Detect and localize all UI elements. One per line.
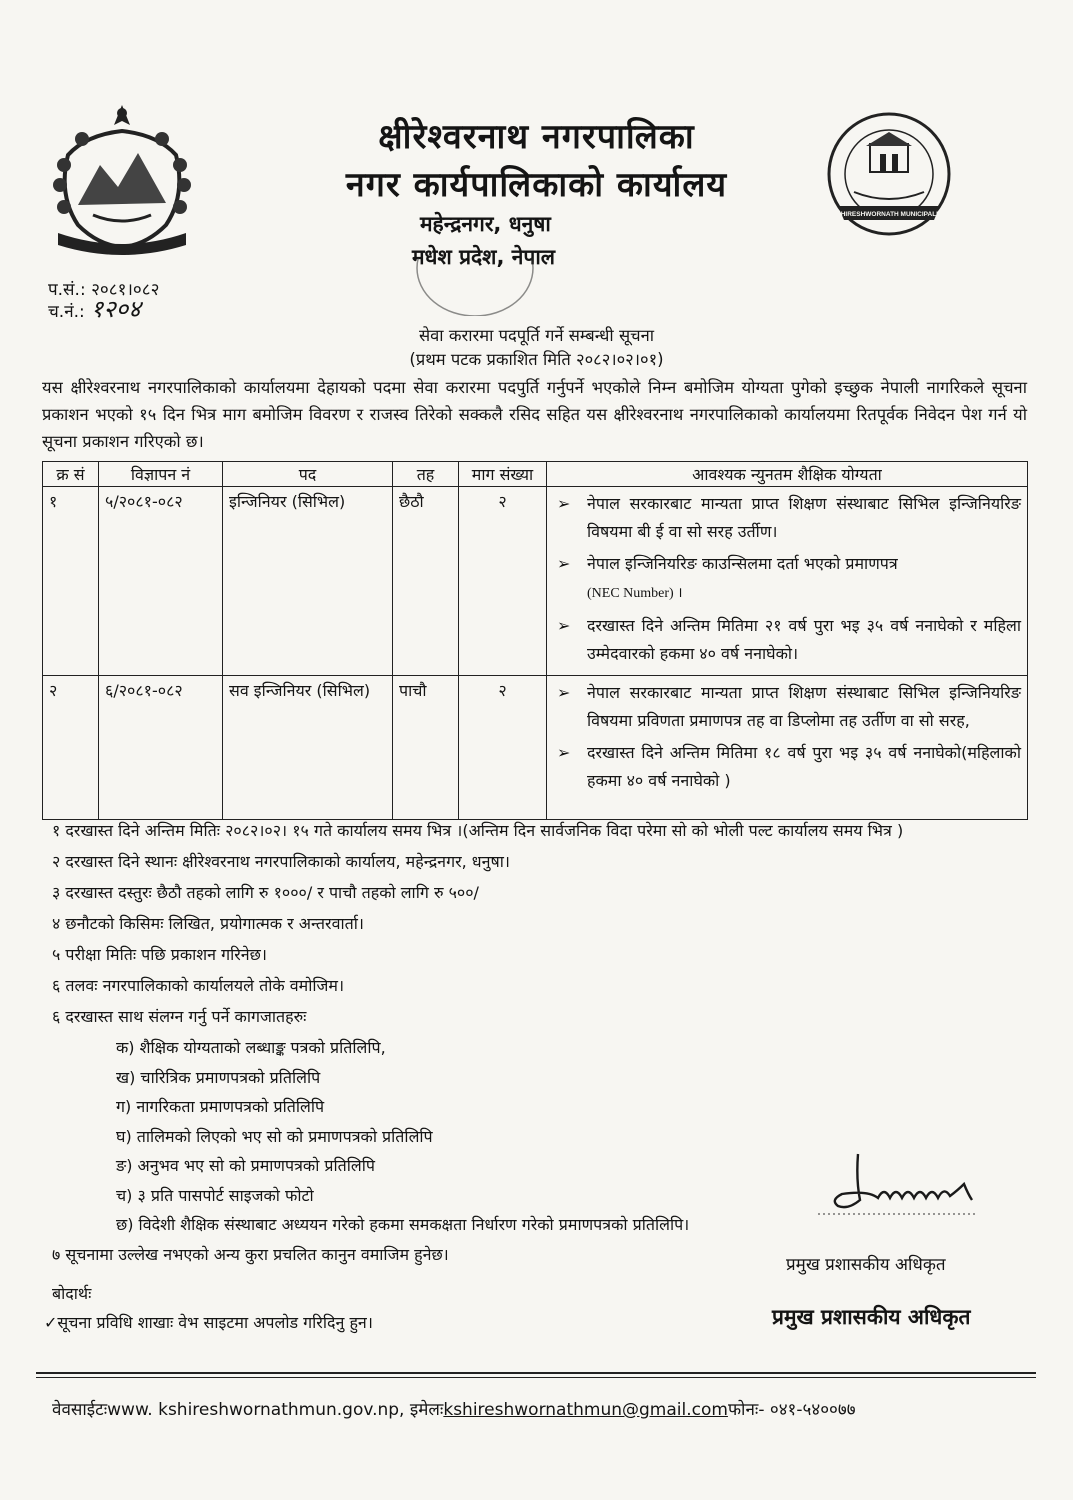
note-item: ३ दरखास्त दस्तुरः छैठौ तहको लागि रु १०००/ र पाचौ तहको लागि रु ५००/ bbox=[52, 883, 479, 902]
publication-date: (प्रथम पटक प्रकाशित मिति २०८२।०२।०१) bbox=[409, 350, 664, 369]
document-item: घ) तालिमको लिएको भए सो को प्रमाणपत्रको प्रतिलिपि bbox=[116, 1126, 433, 1146]
cell-post: इन्जिनियर (सिभिल) bbox=[223, 487, 393, 676]
arrow-bullet-icon: ➢ bbox=[557, 743, 571, 762]
qualification-item bbox=[553, 679, 1021, 735]
document-item: च) ३ प्रति पासपोर्ट साइजको फोटो bbox=[116, 1185, 314, 1205]
document-item: छ) विदेशी शैक्षिक संस्थाबाट अध्ययन गरेको हकमा समकक्षता निर्धारण गरेको प्रमाणपत्रको प्रतिलिपि। bbox=[116, 1215, 690, 1234]
col-header-demand: माग संख्या bbox=[459, 462, 547, 487]
cell-qualification bbox=[547, 487, 1028, 676]
note-item: २ दरखास्त दिने स्थानः क्षीरेश्वरनाथ नगरपालिकाको कार्यालय, महेन्द्रनगर, धनुषा। bbox=[52, 852, 510, 871]
notice-intro: यस क्षीरेश्वरनाथ नगरपालिकाको कार्यालयमा देहायको पदमा सेवा करारमा पदपुर्ति गर्नुपर्ने भएकोले निम्न बमोजिम योग्यता पुगेको इच्छुक नेपाली नागरिकले सूचना प्रकाशन भएको १५ दिन भित्र माग बमोजिम विवरण र राजस्व तिरेको सक्कलै रसिद सहित यस क्षीरेश्वरनाथ नगरपालिकाको कार्यालयमा रितपूर्वक निवेदन पेश गर्न यो सूचना प्रकाशन गरिएको छ। bbox=[42, 378, 1027, 451]
table-header-row bbox=[43, 462, 1028, 487]
qualification-text: दरखास्त दिने अन्तिम मितिमा १८ वर्ष पुरा भइ ३५ वर्ष ननाघेको(महिलाको हकमा ४० वर्ष ननाघेको ) bbox=[587, 743, 1021, 790]
cell-sn: १ bbox=[43, 487, 99, 676]
col-header-qualification: आवश्यक न्युनतम शैक्षिक योग्यता bbox=[547, 462, 1028, 487]
col-header-level: तह bbox=[393, 462, 459, 487]
arrow-bullet-icon: ➢ bbox=[557, 683, 571, 702]
note-item: ४ छनौटको किसिमः लिखित, प्रयोगात्मक र अन्तरवार्ता। bbox=[52, 914, 364, 933]
cc-text bbox=[44, 1311, 373, 1333]
municipality-logo-icon bbox=[810, 110, 968, 240]
qualification-text: नेपाल इन्जिनियरिङ काउन्सिलमा दर्ता भएको प्रमाणपत्र bbox=[587, 554, 898, 573]
qualification-item bbox=[553, 739, 1021, 795]
logo-ribbon-text: KSHIRESHWORNATH MUNICIPALITY bbox=[831, 211, 947, 218]
municipality-title: क्षीरेश्वरनाथ नगरपालिका bbox=[378, 117, 695, 157]
cc-label: बोदार्थः bbox=[52, 1284, 92, 1303]
office-stamp-icon bbox=[410, 258, 540, 316]
footer-contact bbox=[52, 1397, 856, 1420]
note-item: ७ सूचनामा उल्लेख नभएको अन्य कुरा प्रचलित कानुन वमाजिम हुनेछ। bbox=[52, 1244, 449, 1264]
notice-subject: सेवा करारमा पदपूर्ति गर्ने सम्बन्धी सूचना bbox=[418, 326, 655, 345]
qualification-text: नेपाल सरकारबाट मान्यता प्राप्त शिक्षण संस्थाबाट सिभिल इन्जिनियरिङ विषयमा प्रविणता प्रमाणपत्र तह वा डिप्लोमा तह उर्तीण वा सो सरह, bbox=[587, 683, 1021, 730]
signatory-stamp: प्रमुख प्रशासकीय अधिकृत bbox=[772, 1305, 971, 1329]
cell-post: सव इन्जिनियर (सिभिल) bbox=[223, 676, 393, 820]
address-line-1: महेन्द्रनगर, धनुषा bbox=[420, 212, 551, 236]
col-header-sn: क्र सं bbox=[43, 462, 99, 487]
footer-phone: फोनः- ०४१-५४००७७ bbox=[727, 1400, 856, 1420]
document-item: ख) चारित्रिक प्रमाणपत्रको प्रतिलिपि bbox=[116, 1067, 321, 1087]
arrow-bullet-icon: ➢ bbox=[557, 616, 571, 635]
cell-ad-no: ६/२०८१-०८२ bbox=[99, 676, 223, 820]
footer-website[interactable]: वेवसाईटःwww. kshireshwornathmun.gov.np, bbox=[52, 1400, 405, 1420]
footer-email[interactable]: kshireshwornathmun@gmail.com bbox=[443, 1400, 728, 1420]
footer-email-label: इमेलः bbox=[409, 1400, 444, 1420]
document-item: ङ) अनुभव भए सो को प्रमाणपत्रको प्रतिलिपि bbox=[116, 1156, 376, 1175]
qualification-item bbox=[553, 550, 1021, 608]
cell-sn: २ bbox=[43, 676, 99, 820]
reference-chn bbox=[48, 292, 141, 325]
nec-number-text: (NEC Number) । bbox=[587, 586, 683, 601]
col-header-post: पद bbox=[223, 462, 393, 487]
col-header-ad-no: विज्ञापन नं bbox=[99, 462, 223, 487]
table-row bbox=[43, 487, 1028, 676]
footer-divider bbox=[36, 1372, 1036, 1374]
note-item: ६ दरखास्त साथ संलग्न गर्नु पर्ने कागजातहरुः bbox=[52, 1007, 307, 1026]
footer-divider-thin bbox=[36, 1377, 1036, 1378]
document-item: क) शैक्षिक योग्यताको लब्धाङ्क पत्रको प्रतिलिपि, bbox=[116, 1038, 386, 1057]
cell-level: छैठौ bbox=[393, 487, 459, 676]
vacancy-table bbox=[42, 461, 1028, 820]
qualification-text: दरखास्त दिने अन्तिम मितिमा २१ वर्ष पुरा भइ ३५ वर्ष ननाघेको र महिला उम्मेदवारको हकमा ४० वर्ष ननाघेको। bbox=[587, 616, 1021, 663]
check-mark-icon: ✓ bbox=[44, 1313, 58, 1332]
signatory-title: प्रमुख प्रशासकीय अधिकृत bbox=[786, 1255, 946, 1275]
cell-ad-no: ५/२०८१-०८२ bbox=[99, 487, 223, 676]
note-item: ६ तलवः नगरपालिकाको कार्यालयले तोके वमोजिम। bbox=[52, 976, 345, 995]
document-item: ग) नागरिकता प्रमाणपत्रको प्रतिलिपि bbox=[116, 1097, 325, 1116]
qualification-text: नेपाल सरकारबाट मान्यता प्राप्त शिक्षण संस्थाबाट सिभिल इन्जिनियरिङ विषयमा बी ई वा सो सरह उर्तीण। bbox=[587, 494, 1021, 541]
note-item: ५ परीक्षा मितिः पछि प्रकाशन गरिनेछ। bbox=[52, 945, 267, 964]
arrow-bullet-icon: ➢ bbox=[557, 494, 571, 513]
note-item: १ दरखास्त दिने अन्तिम मितिः २०८२।०२। १५ गते कार्यालय समय भित्र ।(अन्तिम दिन सार्वजनिक विदा परेमा सो को भोली पल्ट कार्यालय समय भित्र ) bbox=[52, 821, 904, 840]
cell-qualification bbox=[547, 676, 1028, 820]
reference-ps: प.सं.: २०८१।०८२ bbox=[48, 280, 160, 300]
cell-level: पाचौ bbox=[393, 676, 459, 820]
cell-demand: २ bbox=[459, 676, 547, 820]
reference-chn-value: १२०४ bbox=[90, 295, 141, 323]
cell-demand: २ bbox=[459, 487, 547, 676]
qualification-item bbox=[553, 612, 1021, 668]
office-title: नगर कार्यपालिकाको कार्यालय bbox=[345, 165, 728, 205]
arrow-bullet-icon: ➢ bbox=[557, 554, 571, 573]
cc-text-content: सूचना प्रविधि शाखाः वेभ साइटमा अपलोड गरिदिनु हुन। bbox=[57, 1313, 373, 1332]
signature-icon bbox=[808, 1150, 988, 1218]
table-row bbox=[43, 676, 1028, 820]
reference-chn-label: च.नं.: bbox=[48, 302, 85, 322]
qualification-item bbox=[553, 490, 1021, 546]
address-line-2: मधेश प्रदेश, नेपाल bbox=[412, 245, 555, 269]
